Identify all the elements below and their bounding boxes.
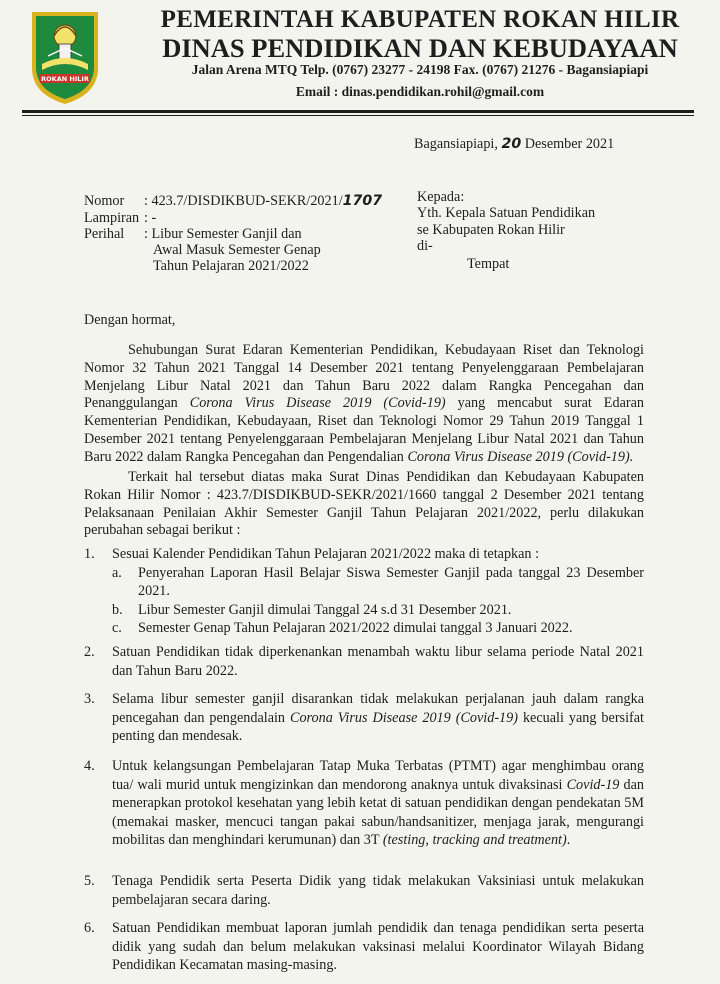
recipient-line-1: Yth. Kepala Satuan Pendidikan: [417, 205, 596, 221]
lampiran-label: Lampiran: [84, 210, 140, 226]
recipient-line-2: se Kabupaten Rokan Hilir: [417, 222, 565, 238]
nomor-number: : 423.7/DISDIKBUD-SEKR/2021/: [144, 193, 343, 209]
paragraph-2: Terkait hal tersebut diatas maka Surat Dinas Pendidikan dan Kebudayaan Kabupaten Rokan Hilir Nomor : 423.7/DISDIKBUD-SEKR/2021/1660 tanggal 2 Desember 2021 tentang Pelaksanaan Penilaian Akhir Semester Ganjil Tahun Pelajaran 2021/2022, perlu dilakukan perubahan sebagai berikut :: [84, 469, 644, 539]
greeting: Dengan hormat,: [84, 312, 176, 328]
emblem-banner-text: ROKAN HILIR: [41, 75, 89, 83]
paragraph-1: Sehubungan Surat Edaran Kementerian Pendidikan, Kebudayaan Riset dan Teknologi Nomor 32 Tahun 2021 Tanggal 14 Desember 2021 tentang Penyelenggaraan Pembelajaran Menjelang Libur Natal 2021 dan Tahun Baru 2022 dalam Rangka Pencegahan dan Penanggulangan Corona Virus Disease 2019 (Covid-19) yang mencabut surat Edaran Kementerian Pendidikan, Kebudayaan, Riset dan Teknologi Nomor 29 Tahun 2019 Tanggal 1 Desember 2021 tentang Penyelenggaraan Pembelajaran Menjelang Libur Natal 2021 dan Tahun Baru 2022 dalam Rangka Pencegahan dan Pengendalian Corona Virus Disease 2019 (Covid-19).: [84, 342, 644, 465]
letterhead-government: PEMERINTAH KABUPATEN ROKAN HILIR: [160, 6, 680, 33]
list-item-1: 1. Sesuai Kalender Pendidikan Tahun Pelajaran 2021/2022 maka di tetapkan : a. Penyerahan Laporan Hasil Belajar Siswa Semester Ganjil pada tanggal 23 Desember 2021. b. Libur Semester Ganjil dimulai Tanggal 24 s.d 31 Desember 2021. c. Semester Genap Tahun Pelajaran 2021/2022 dimulai tanggal 3 Januari 2022.: [84, 546, 644, 637]
list-item-4: 4. Untuk kelangsungan Pembelajaran Tatap Muka Terbatas (PTMT) agar menghimbau orang tua/ wali murid untuk mengizinkan dan mendorong anaknya untuk divaksinasi Covid-19 dan menerapkan protokol kesehatan yang lebih ketat di satuan pendidikan dengan pendekatan 5M (memakai masker, mencuci tangan pakai sabun/handsanitizer, menjaga jarak, mengurangi mobilitas dan menghindari kerumunan) dan 3T (testing, tracking and treatment).: [84, 758, 644, 849]
lampiran-value: : -: [144, 210, 157, 226]
perihal-line-1: : Libur Semester Ganjil dan: [144, 226, 302, 242]
list-item-5: 5. Tenaga Pendidik serta Peserta Didik yang tidak melakukan Vaksiniasi untuk melakukan pembelajaran secara daring.: [84, 873, 644, 908]
list-item-6: 6. Satuan Pendidikan membuat laporan jumlah pendidik dan tenaga pendidikan serta peserta didik yang sudah dan belum melakukan vaksinasi melalui Koordinator Wilayah Bidang Pendidikan Kecamatan masing-masing.: [84, 920, 644, 974]
recipient-line-4: Tempat: [467, 256, 510, 272]
nomor-handwritten: 1707: [342, 193, 383, 209]
sub-item-c: c. Semester Genap Tahun Pelajaran 2021/2022 dimulai tanggal 3 Januari 2022.: [112, 620, 573, 637]
perihal-line-3: Tahun Pelajaran 2021/2022: [153, 258, 309, 274]
nomor-value: [144, 193, 382, 210]
letterhead-email: Email : dinas.pendidikan.rohil@gmail.com: [295, 84, 545, 99]
letterhead-address: Jalan Arena MTQ Telp. (0767) 23277 - 24198 Fax. (0767) 21276 - Bagansiapiapi: [191, 62, 649, 77]
recipient-kepada: Kepada:: [417, 189, 465, 205]
sub-item-a: a. Penyerahan Laporan Hasil Belajar Siswa Semester Ganjil pada tanggal 23 Desember 2021.: [112, 564, 644, 600]
date-day-handwritten: 20: [501, 136, 522, 152]
list-item-3: 3. Selama libur semester ganjil disarankan tidak melakukan perjalanan jauh dalam rangka pencegahan dan pengendalain Corona Virus Disease 2019 (Covid-19) kecuali yang bersifat penting dan mendesak.: [84, 691, 644, 745]
sub-item-b: b. Libur Semester Ganjil dimulai Tanggal 24 s.d 31 Desember 2021.: [112, 601, 512, 618]
perihal-label: Perihal: [84, 226, 125, 242]
letter-date: [414, 136, 614, 153]
perihal-line-2: Awal Masuk Semester Genap: [153, 242, 321, 258]
list-item-2: 2. Satuan Pendidikan tidak diperkenankan menambah waktu libur selama periode Natal 2021 dan Tahun Baru 2022.: [84, 644, 644, 679]
letterhead-rule-thin: [22, 115, 694, 116]
letterhead-office: DINAS PENDIDIKAN DAN KEBUDAYAAN: [162, 33, 678, 63]
date-place: Bagansiapiapi,: [414, 136, 498, 152]
nomor-label: Nomor: [84, 193, 125, 209]
recipient-line-3: di-: [417, 238, 433, 254]
regency-emblem-icon: [28, 8, 102, 106]
date-rest: Desember 2021: [524, 136, 615, 152]
letterhead-rule-thick: [22, 110, 694, 113]
